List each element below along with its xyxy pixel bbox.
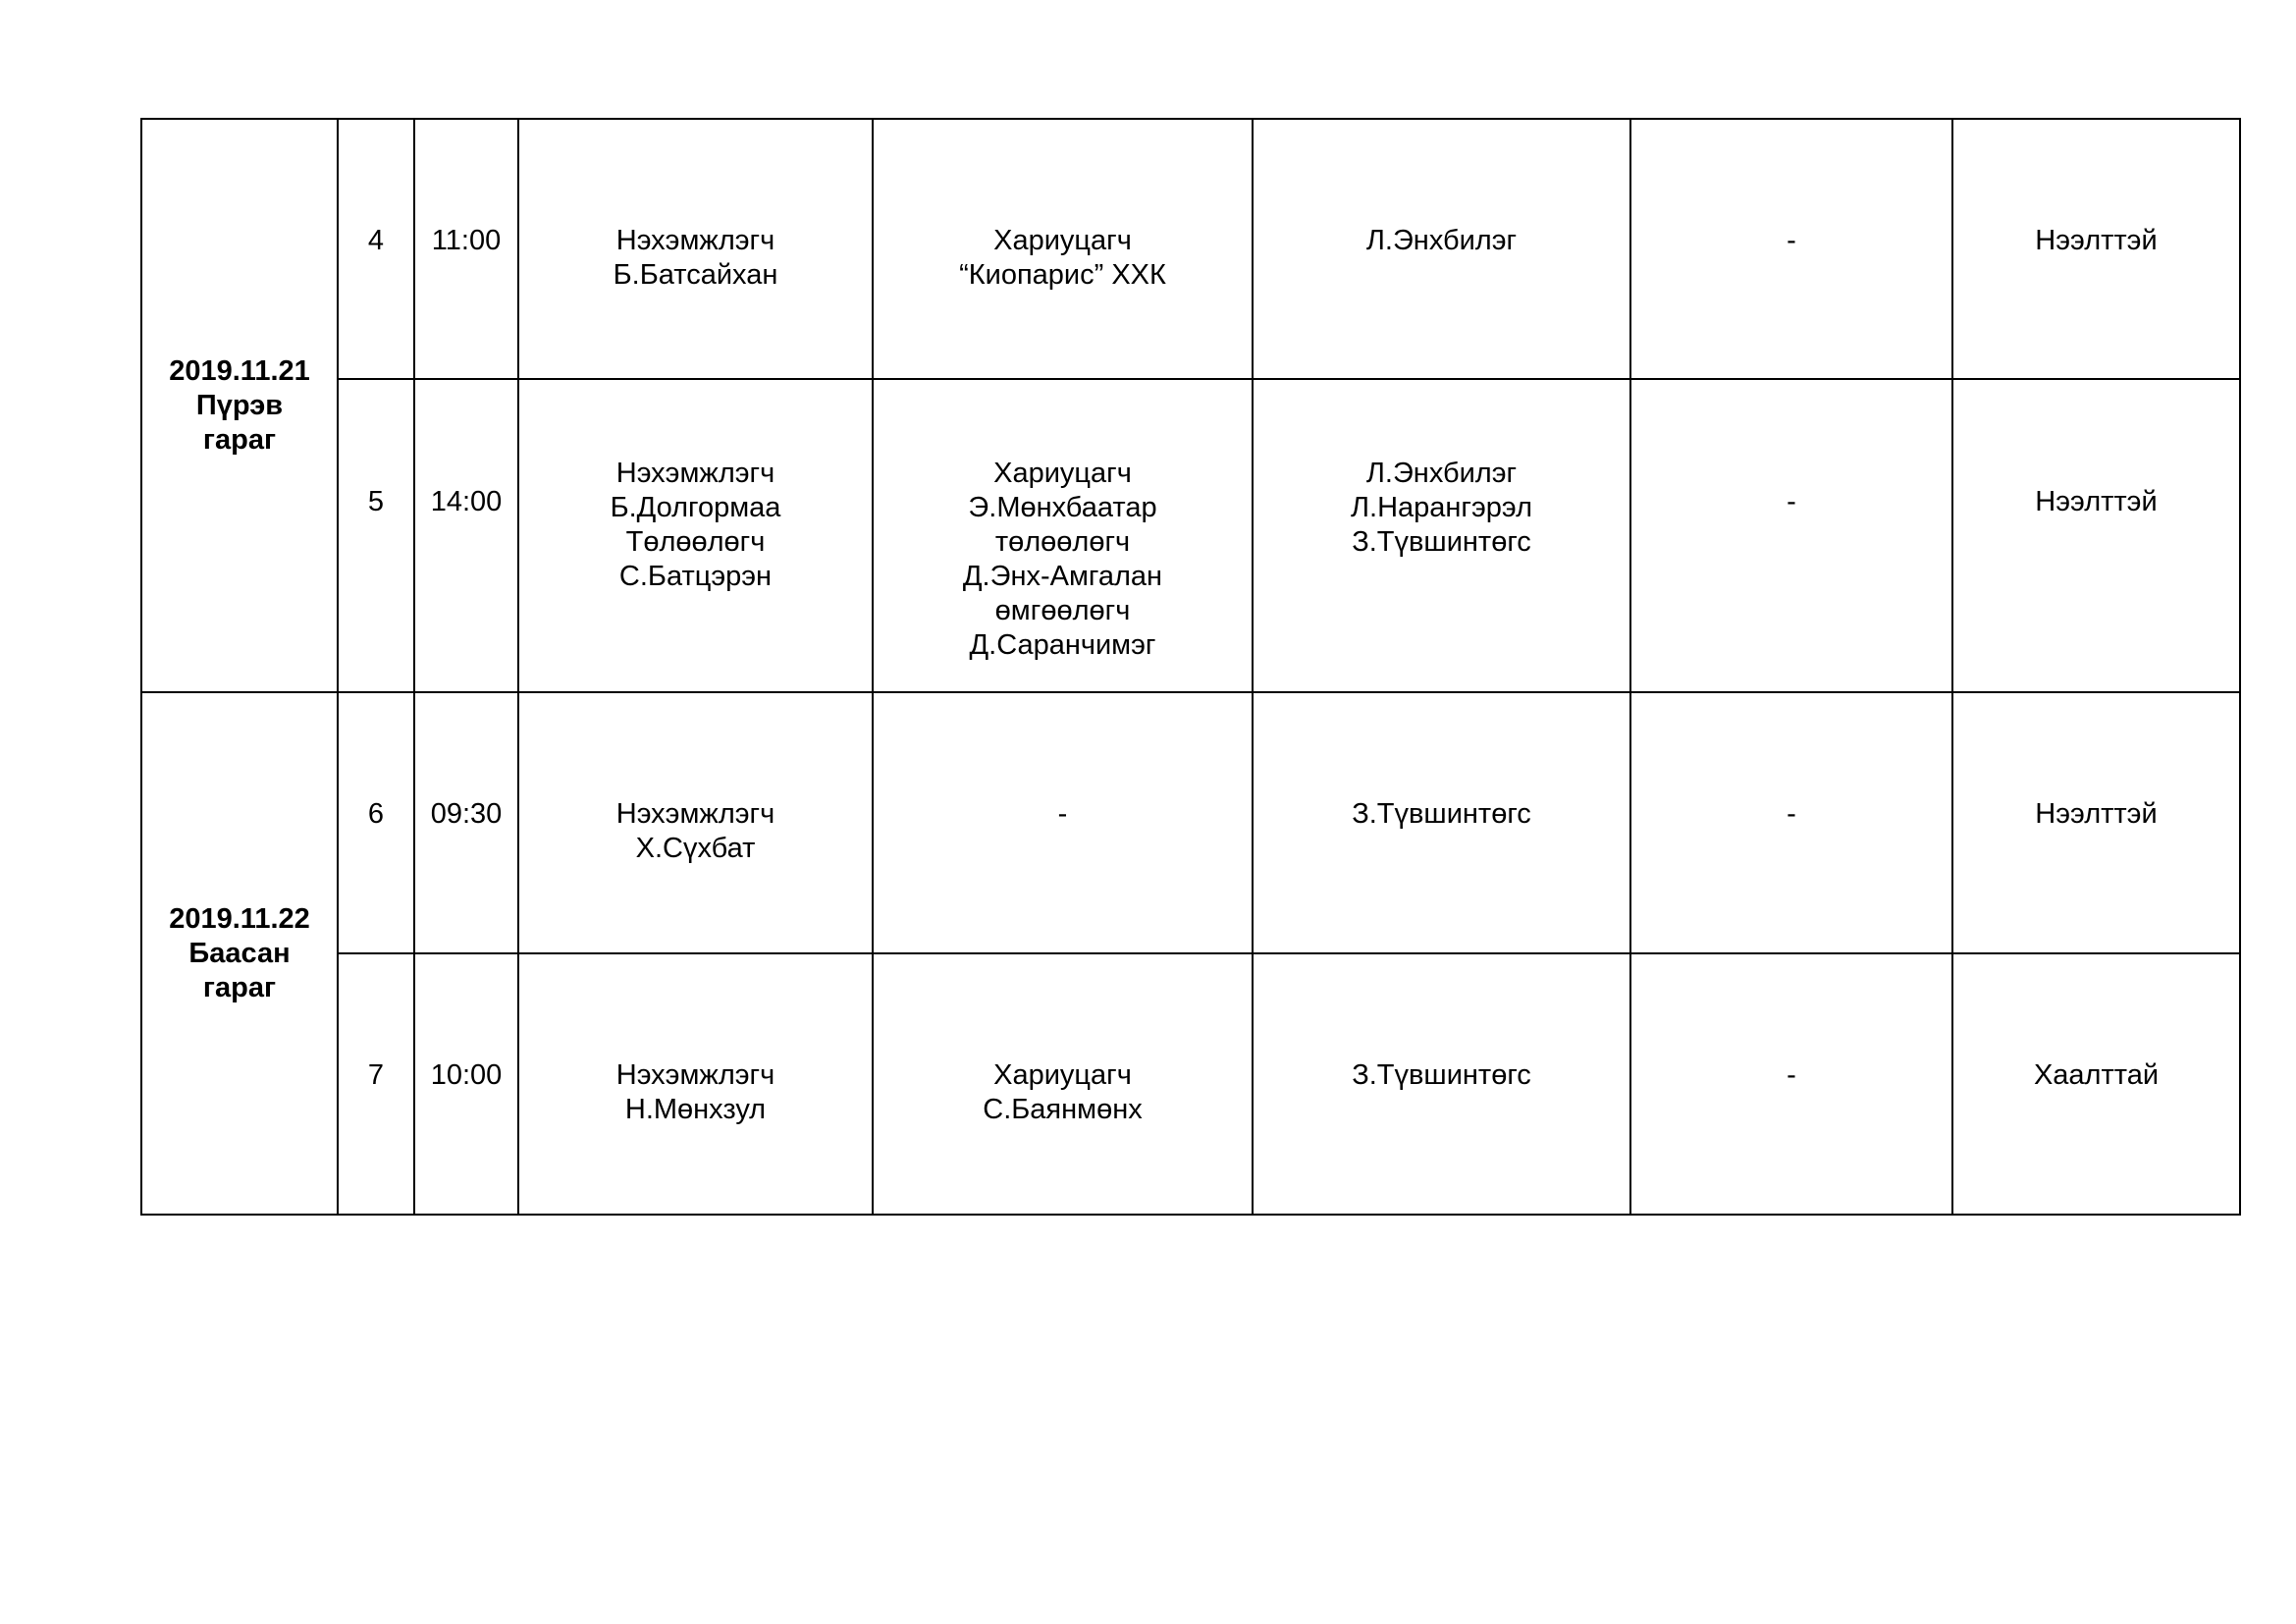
extra-cell bbox=[1630, 692, 1952, 953]
defendant-cell bbox=[873, 119, 1253, 379]
weekday-text: Пүрэв bbox=[195, 389, 284, 421]
plaintiff-cell bbox=[518, 119, 873, 379]
time-cell bbox=[414, 692, 518, 953]
defendant-line: Хариуцагч bbox=[993, 225, 1132, 256]
table-row bbox=[141, 379, 2240, 692]
plaintiff-cell bbox=[518, 692, 873, 953]
case-number-cell bbox=[338, 692, 414, 953]
date-text: 2019.11.21 bbox=[169, 354, 310, 387]
extra-value: - bbox=[1787, 798, 1796, 830]
table-row bbox=[141, 692, 2240, 953]
weekday-text: Баасан bbox=[188, 937, 291, 969]
judge-line: Л.Энхбилэг bbox=[1365, 458, 1518, 489]
status-text: Нээлттэй bbox=[2035, 798, 2158, 830]
time-cell bbox=[414, 953, 518, 1215]
defendant-line: - bbox=[1057, 798, 1068, 830]
judges-cell bbox=[1253, 953, 1630, 1215]
date-cell bbox=[141, 119, 338, 692]
judge-line: З.Түвшинтөгс bbox=[1352, 1059, 1531, 1091]
court-schedule-table bbox=[140, 118, 2241, 1216]
defendant-line: Хариуцагч bbox=[993, 458, 1132, 489]
case-number: 6 bbox=[367, 798, 385, 830]
weekday-text: гараг bbox=[202, 423, 277, 456]
judge-line: Л.Энхбилэг bbox=[1365, 225, 1518, 256]
status-text: Нээлттэй bbox=[2035, 486, 2158, 517]
judge-line: З.Түвшинтөгс bbox=[1352, 526, 1531, 558]
time-cell bbox=[414, 119, 518, 379]
hearing-time: 10:00 bbox=[430, 1059, 503, 1091]
case-number-cell bbox=[338, 379, 414, 692]
plaintiff-line: Нэхэмжлэгч bbox=[615, 1059, 775, 1091]
plaintiff-line: Б.Долгормаа bbox=[610, 492, 781, 523]
plaintiff-line: Х.Сүхбат bbox=[635, 833, 756, 864]
case-number: 4 bbox=[367, 225, 385, 256]
plaintiff-line: Б.Батсайхан bbox=[613, 259, 778, 291]
status-cell bbox=[1952, 119, 2240, 379]
defendant-line: Д.Энх-Амгалан bbox=[962, 561, 1163, 592]
plaintiff-cell bbox=[518, 953, 873, 1215]
extra-value: - bbox=[1787, 486, 1796, 517]
defendant-cell bbox=[873, 953, 1253, 1215]
defendant-line: “Киопарис” ХХК bbox=[959, 259, 1166, 291]
date-text: 2019.11.22 bbox=[169, 902, 310, 935]
judges-cell bbox=[1253, 119, 1630, 379]
defendant-line: өмгөөлөгч bbox=[994, 595, 1131, 626]
case-number: 7 bbox=[367, 1059, 385, 1091]
date-cell bbox=[141, 692, 338, 1215]
extra-value: - bbox=[1787, 225, 1796, 256]
status-text: Нээлттэй bbox=[2035, 225, 2158, 256]
hearing-time: 09:30 bbox=[430, 798, 503, 830]
extra-value: - bbox=[1787, 1059, 1796, 1091]
hearing-time: 11:00 bbox=[431, 225, 502, 256]
status-cell bbox=[1952, 692, 2240, 953]
plaintiff-line: Н.Мөнхзул bbox=[624, 1094, 767, 1125]
defendant-line: Д.Саранчимэг bbox=[969, 629, 1156, 661]
case-number: 5 bbox=[367, 486, 385, 517]
defendant-line: Э.Мөнхбаатар bbox=[968, 492, 1157, 523]
status-cell bbox=[1952, 379, 2240, 692]
judges-cell bbox=[1253, 692, 1630, 953]
extra-cell bbox=[1630, 119, 1952, 379]
extra-cell bbox=[1630, 953, 1952, 1215]
extra-cell bbox=[1630, 379, 1952, 692]
status-text: Хаалттай bbox=[2033, 1059, 2160, 1091]
judges-cell bbox=[1253, 379, 1630, 692]
defendant-line: төлөөлөгч bbox=[994, 526, 1131, 558]
defendant-line: Хариуцагч bbox=[993, 1059, 1132, 1091]
plaintiff-line: Нэхэмжлэгч bbox=[615, 225, 775, 256]
case-number-cell bbox=[338, 953, 414, 1215]
plaintiff-line: Нэхэмжлэгч bbox=[615, 458, 775, 489]
plaintiff-line: С.Батцэрэн bbox=[618, 561, 773, 592]
table-row bbox=[141, 119, 2240, 379]
table-row bbox=[141, 953, 2240, 1215]
judge-line: З.Түвшинтөгс bbox=[1352, 798, 1531, 830]
judge-line: Л.Нарангэрэл bbox=[1350, 492, 1533, 523]
defendant-line: С.Баянмөнх bbox=[983, 1094, 1143, 1125]
time-cell bbox=[414, 379, 518, 692]
defendant-cell bbox=[873, 379, 1253, 692]
case-number-cell bbox=[338, 119, 414, 379]
plaintiff-cell bbox=[518, 379, 873, 692]
hearing-time: 14:00 bbox=[430, 486, 503, 517]
status-cell bbox=[1952, 953, 2240, 1215]
plaintiff-line: Нэхэмжлэгч bbox=[615, 798, 775, 830]
plaintiff-line: Төлөөлөгч bbox=[625, 526, 766, 558]
defendant-cell bbox=[873, 692, 1253, 953]
weekday-text: гараг bbox=[202, 971, 277, 1003]
